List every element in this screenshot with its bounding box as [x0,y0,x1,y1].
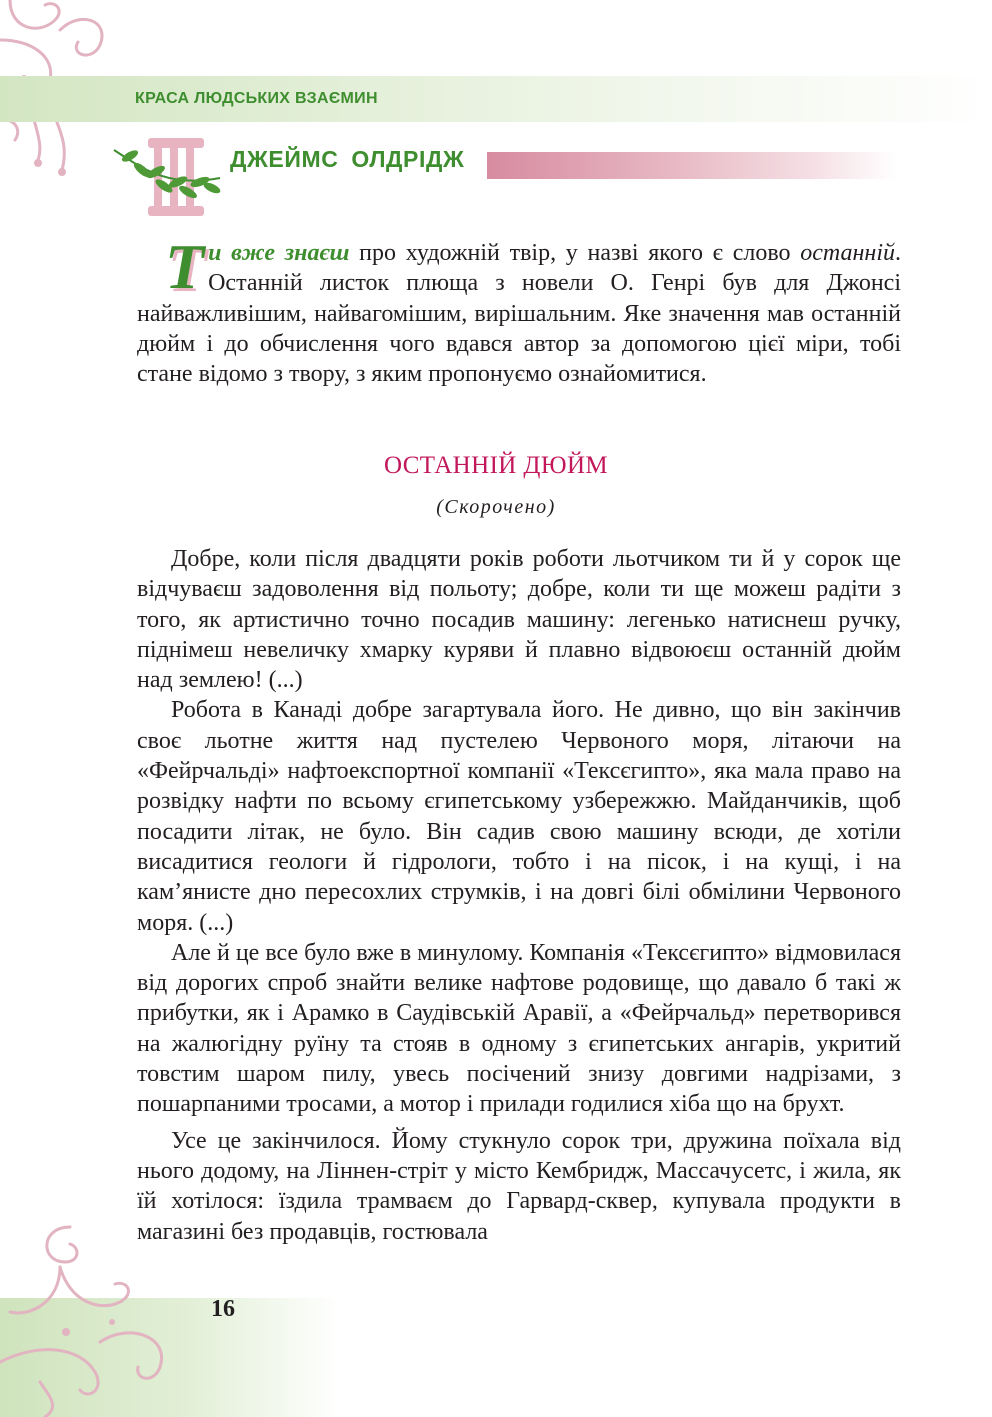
intro-paragraph [137,231,901,389]
story-paragraph: Але й це все було вже в минулому. Компанія «Тексєгипто» відмовилася від дорогих спроб знайти велике нафтове родовище, що давало б такі ж прибутки, як і Арамко в Саудівській Аравії, а «Фейрчальд» перетворився на жалюгідну руїну та стояв в одному з єгипетських ангарів, укритий товстим шаром пилу, увесь посічений знизу довгими надрізами, з пошарпаними тросами, а мотор і прилади годилися хіба що на брухт. [137,939,901,1118]
drop-cap: Т [165,231,205,302]
bottom-left-ornament [0,1222,190,1417]
page-number: 16 [211,1296,235,1322]
intro-text-2: . Останній листок плюща з новели О. Генрі був для Джонсі найважливішим, найвагомішим, вирішальним. Яке значення мав останній дюйм і до обчислення чого вдався автор за допомогою цієї міри, тобі стане відомо з твору, з яким пропонуємо ознайомитися. [137,240,901,388]
intro-text-1: про художній твір, у назві якого є слово [349,240,801,266]
author-bar-decoration [487,152,897,179]
story-title: ОСТАННІЙ ДЮЙМ [383,452,609,479]
story-subtitle: (Скорочено) [436,496,556,518]
column-laurel-icon [112,128,228,226]
story-paragraph: Добре, коли після двадцяти років роботи льотчиком ти й у сорок ще відчуваєш задоволення від польоту; добре, коли ти ще можеш радіти з того, як артистично точно посадив машину: легенько натиснеш ручку, піднімеш невеличку хмарку куряви й плавно відвоюєш останній дюйм над землею! (...) [137,546,901,694]
intro-lead: и вже знаєш [208,240,350,266]
author-name: ДЖЕЙМС ОЛДРІДЖ [230,146,465,172]
story-paragraph: Усе це закінчилося. Йому стукнуло сорок три, дружина поїхала від нього додому, на Ліннен-стріт у місто Кембридж, Массачусетс, і жила, як їй хотілося: їздила трамваєм до Гарвард-сквер, купувала продукти в магазині без продавців, гостювала [137,1127,901,1245]
story-paragraph: Робота в Канаді добре загартувала його. Не дивно, що він закінчив своє льотне життя над пустелею Червоного моря, літаючи на «Фейрчальді» нафтоекспортної компанії «Тексєгипто», яка мала право на розвідку нафти по всьому єгипетському узбережжю. Майданчиків, щоб посадити літак, не було. Він садив свою машину всюди, де хотіли висадитися геологи й гідрологи, тобто і на пісок, і на кущі, і на кам’янисте дно пересохлих струмків, і на довгі білі обмілини Червоного моря. (...) [137,697,901,936]
story-body [137,544,901,1247]
section-title: КРАСА ЛЮДСЬКИХ ВЗАЄМИН [135,90,378,107]
intro-italic-word: останній [800,240,895,266]
